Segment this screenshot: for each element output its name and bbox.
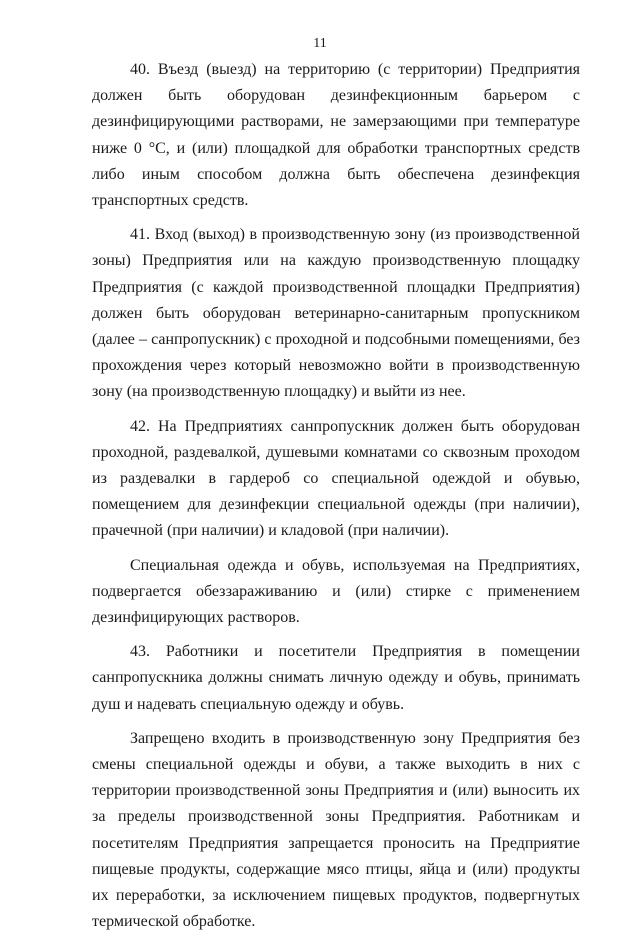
paragraph-40: 40. Въезд (выезд) на территорию (с территории) Предприятия должен быть оборудован дезинфекционным барьером с дезинфицирующими растворами, не замерзающими при температуре ниже 0 °С, и (или) площадкой для обработки транспортных средств либо иным способом должна быть обеспечена дезинфекция транспортных средств. [92,61,580,210]
paragraph-42-special-clothing: Специальная одежда и обувь, используемая на Предприятиях, подвергается обеззараживанию и (или) стирке с применением дезинфицирующих растворов. [92,556,580,627]
page-number: 11 [313,36,327,51]
paragraph-43: 43. Работники и посетители Предприятия в помещении санпропускника должны снимать личную одежду и обувь, принимать душ и надевать специальную одежду и обувь. [92,643,580,713]
paragraph-42: 42. На Предприятиях санпропускник должен быть оборудован проходной, раздевалкой, душевыми комнатами со сквозным проходом из раздевалки в гардероб со специальной одеждой и обувью, помещением для дезинфекции специальной одежды (при наличии), прачечной (при наличии) и кладовой (при наличии). [92,417,580,540]
paragraph-41: 41. Вход (выход) в производственную зону (из производственной зоны) Предприятия или на каждую производственную площадку Предприятия (с каждой производственной площадки Предприятия) должен быть оборудован ветеринарно-санитарным пропускником (далее – санпропускник) с проходной и подсобными помещениями, без прохождения через который невозможно войти в производственную зону (на производственную площадку) и выйти из нее. [92,226,580,401]
document-body [92,57,580,944]
paragraph-43-prohibition: Запрещено входить в производственную зону Предприятия без смены специальной одежды и обуви, а также выходить в них с территории производственной зоны Предприятия и (или) выносить их за пределы производственной зоны Предприятия. Работникам и посетителям Предприятия запрещается проносить на Предприятие пищевые продукты, содержащие мясо птицы, яйца и (или) продукты их переработки, за исключением пищевых продуктов, подвергнутых термической обработке. [92,729,580,931]
